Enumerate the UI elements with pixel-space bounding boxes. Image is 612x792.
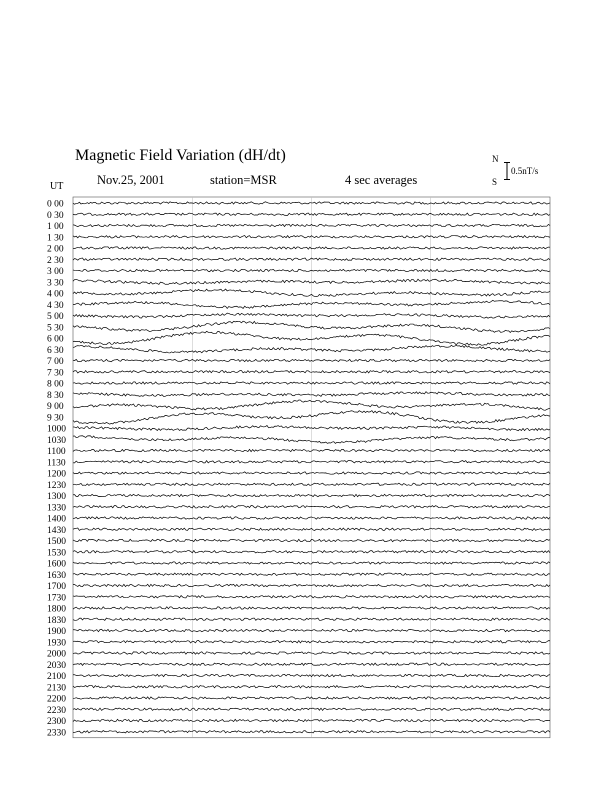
row-label: 5 30 [47, 323, 64, 334]
page-title: Magnetic Field Variation (dH/dt) [75, 147, 286, 164]
row-label: 1100 [47, 447, 66, 457]
row-label: 5 00 [47, 312, 64, 322]
row-label: 1900 [47, 627, 66, 637]
row-label: 2230 [47, 705, 66, 716]
row-label: 3 00 [47, 267, 64, 277]
row-label: 8 30 [47, 390, 64, 401]
scale-south-label: S [492, 177, 498, 187]
row-label: 1400 [47, 514, 66, 525]
row-label: 1600 [47, 559, 66, 570]
row-label: 0 00 [47, 199, 64, 210]
row-label: 1500 [47, 537, 66, 547]
row-label: 1030 [47, 435, 66, 446]
row-label: 1130 [47, 458, 66, 469]
row-label: 1000 [47, 424, 66, 435]
row-label: 1930 [47, 638, 66, 649]
row-label: 1330 [47, 503, 66, 514]
row-label: 7 30 [47, 368, 64, 379]
row-label: 3 30 [47, 278, 64, 289]
row-label: 2 00 [47, 244, 64, 255]
row-label: 1700 [47, 582, 66, 592]
row-label: 2100 [47, 672, 66, 682]
row-label: 2300 [47, 717, 66, 727]
row-label: 1630 [47, 570, 66, 581]
row-label: 1230 [47, 480, 66, 491]
row-label: 1800 [47, 604, 66, 615]
row-label: 1730 [47, 593, 66, 604]
row-label: 8 00 [47, 379, 64, 390]
row-label: 4 00 [47, 289, 64, 300]
row-label: 2200 [47, 694, 66, 705]
row-label: 2130 [47, 683, 66, 694]
scale-value-label: 0.5nT/s [511, 166, 539, 176]
averaging-label: 4 sec averages [345, 173, 418, 187]
row-label: 2000 [47, 649, 66, 660]
row-label: 6 30 [47, 345, 64, 356]
row-label: 6 00 [47, 334, 64, 345]
ut-axis-label: UT [50, 181, 64, 192]
station-label: station=MSR [210, 173, 277, 187]
row-label: 1830 [47, 615, 66, 626]
date-label: Nov.25, 2001 [97, 173, 165, 187]
row-label: 9 30 [47, 413, 64, 424]
row-label: 2 30 [47, 255, 64, 266]
row-label: 1200 [47, 469, 66, 480]
row-label: 1 00 [47, 222, 64, 232]
row-label: 2030 [47, 660, 66, 671]
row-label: 4 30 [47, 300, 64, 311]
row-label: 1 30 [47, 233, 64, 244]
row-label: 1530 [47, 548, 66, 559]
row-label: 9 00 [47, 402, 64, 412]
row-label: 1430 [47, 525, 66, 536]
row-label: 2330 [47, 728, 66, 739]
scale-north-label: N [492, 154, 499, 164]
row-label: 7 00 [47, 357, 64, 367]
row-label: 1300 [47, 492, 66, 502]
row-label: 0 30 [47, 210, 64, 221]
